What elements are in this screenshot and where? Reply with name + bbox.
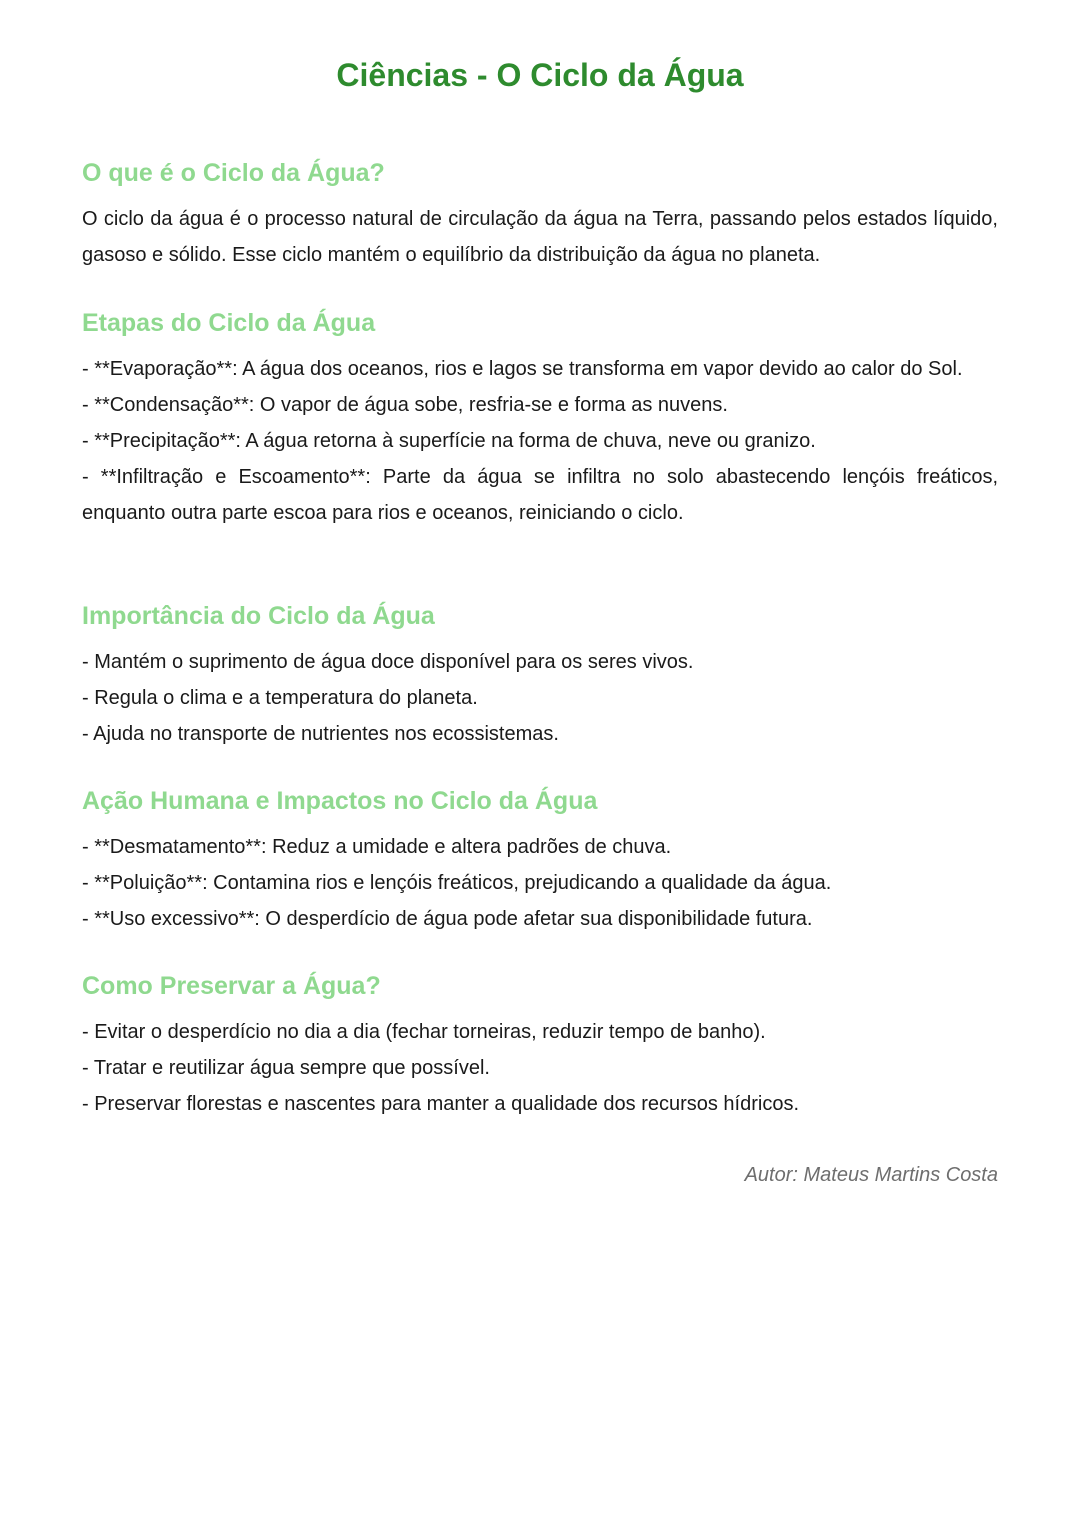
author-credit: Autor: Mateus Martins Costa: [744, 1164, 998, 1186]
list-item: - Tratar e reutilizar água sempre que possível.: [82, 1057, 490, 1079]
list-item: - Regula o clima e a temperatura do planeta.: [82, 687, 478, 709]
section-stages: [82, 305, 998, 531]
section-heading: Ação Humana e Impactos no Ciclo da Água: [82, 787, 598, 815]
list-item: - Preservar florestas e nascentes para manter a qualidade dos recursos hídricos.: [82, 1093, 800, 1115]
section-list: [82, 829, 998, 937]
section-list: [82, 351, 998, 531]
list-item: - **Uso excessivo**: O desperdício de água pode afetar sua disponibilidade futura.: [82, 908, 813, 930]
list-item: - **Desmatamento**: Reduz a umidade e altera padrões de chuva.: [82, 836, 672, 858]
list-item: - **Precipitação**: A água retorna à superfície na forma de chuva, neve ou granizo.: [82, 430, 816, 452]
section-preserve: [82, 968, 998, 1122]
section-human-action: [82, 783, 998, 937]
section-heading: Importância do Ciclo da Água: [82, 602, 435, 630]
section-importance: [82, 598, 998, 752]
section-heading: Etapas do Ciclo da Água: [82, 309, 376, 337]
list-item: - Ajuda no transporte de nutrientes nos ecossistemas.: [82, 723, 559, 745]
list-item: - **Infiltração e Escoamento**: Parte da água se infiltra no solo abastecendo lençóis freáticos, enquanto outra parte escoa para rios e oceanos, reiniciando o ciclo.: [82, 466, 998, 524]
section-list: [82, 1014, 998, 1122]
list-item: - **Condensação**: O vapor de água sobe, resfria-se e forma as nuvens.: [82, 394, 728, 416]
list-item: - Mantém o suprimento de água doce disponível para os seres vivos.: [82, 651, 694, 673]
list-item: - Evitar o desperdício no dia a dia (fechar torneiras, reduzir tempo de banho).: [82, 1021, 766, 1043]
section-list: [82, 644, 998, 752]
list-item: - **Poluição**: Contamina rios e lençóis freáticos, prejudicando a qualidade da água.: [82, 872, 832, 894]
section-heading: Como Preservar a Água?: [82, 972, 381, 1000]
section-paragraph: O ciclo da água é o processo natural de circulação da água na Terra, passando pelos estados líquido, gasoso e sólido. Esse ciclo mantém o equilíbrio da distribuição da água no planeta.: [82, 208, 998, 266]
list-item: - **Evaporação**: A água dos oceanos, rios e lagos se transforma em vapor devido ao calor do Sol.: [82, 358, 963, 380]
page-title: Ciências - O Ciclo da Água: [336, 57, 744, 93]
section-heading: O que é o Ciclo da Água?: [82, 159, 385, 187]
section-what-is: [82, 155, 998, 273]
